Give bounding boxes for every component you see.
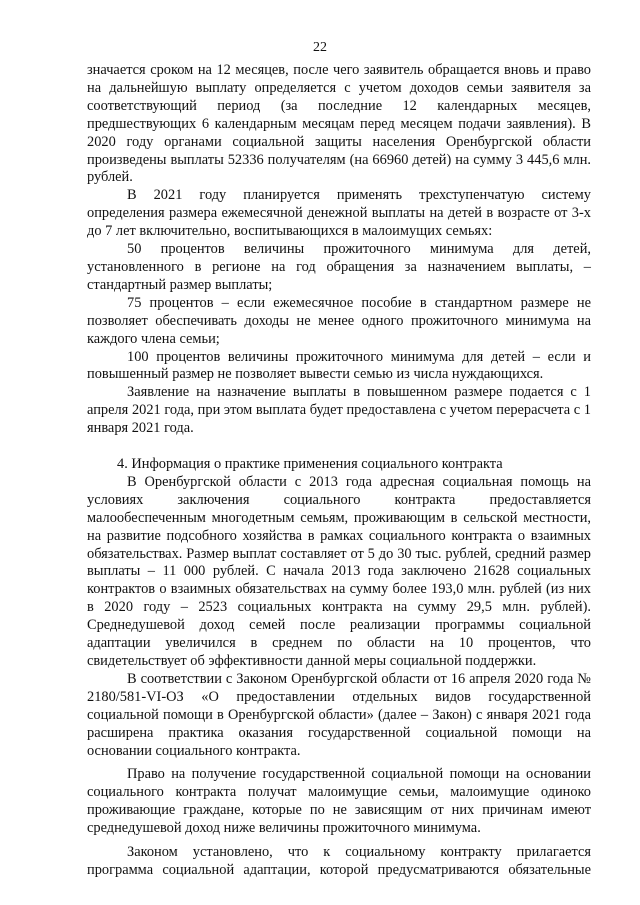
paragraph-payment-term: значается сроком на 12 месяцев, после чего заявитель обращается вновь и право на дальнейшую выплату определяется с учетом доходов семьи заявителя за соответствующий период (за последние 12 календарных месяцев, предшествующих 6 календарным месяцам перед месяцем подачи заявления). В 2020 году органами социальной защиты населения Оренбургской области произведены выплаты 52336 получателям (на 66960 детей) на сумму 3 445,6 млн. рублей.: [87, 62, 591, 186]
section-heading: 4. Информация о практике применения социального контракта: [117, 456, 503, 473]
paragraph-law-reference: В соответствии с Законом Оренбургской области от 16 апреля 2020 года № 2180/581-VI-ОЗ «О предоставлении отдельных видов государственной социальной помощи в Оренбургской области» (далее – Закон) с января 2021 года расширена практика оказания государственной социальной помощи на основании социального контракта.: [87, 670, 591, 759]
document-body: [87, 62, 591, 880]
paragraph-adaptation-program: Законом установлено, что к социальному контракту прилагается программа социальной адаптации, которой предусматриваются обязательные: [87, 844, 591, 878]
paragraph-75-percent: 75 процентов – если ежемесячное пособие в стандартном размере не позволяет обеспечивать доходы не менее одного прожиточного минимума на каждого члена семьи;: [87, 294, 591, 347]
paragraph-2021-system: В 2021 году планируется применять трехступенчатую систему определения размера ежемесячной денежной выплаты на детей в возрасте от 3-х до 7 лет включительно, воспитывающихся в малоимущих семьях:: [87, 187, 591, 240]
paragraph-application-date: Заявление на назначение выплаты в повышенном размере подается с 1 апреля 2021 года, при этом выплата будет предоставлена с учетом перерасчета с 1 января 2021 года.: [87, 384, 591, 437]
page-number: 22: [313, 40, 327, 55]
paragraph-social-contract-practice: В Оренбургской области с 2013 года адресная социальная помощь на условиях заключения социального контракта предоставляется малообеспеченным многодетным семьям, проживающим в сельской местности, на развитие подсобного хозяйства в рамках социального контракта о взаимных обязательствах. Размер выплат составляет от 5 до 30 тыс. рублей, средний размер выплаты – 11 000 рублей. С начала 2013 года заключено 21628 социальных контрактов о взаимных обязательствах на сумму более 193,0 млн. рублей (из них в 2020 году – 2523 социальных контракта на сумму 29,5 млн. рублей). Среднедушевой доход семей после реализации программы социальной адаптации увеличился в среднем по области на 10 процентов, что свидетельствует об эффективности данной меры социальной поддержки.: [87, 473, 591, 669]
paragraph-right-to-assistance: Право на получение государственной социальной помощи на основании социального контракта получат малоимущие семьи, малоимущие одиноко проживающие граждане, которые по не зависящим от них причинам имеют среднедушевой доход ниже величины прожиточного минимума.: [87, 766, 591, 837]
paragraph-100-percent: 100 процентов величины прожиточного минимума для детей – если и повышенный размер не позволяет вывести семью из числа нуждающихся.: [87, 348, 591, 383]
paragraph-50-percent: 50 процентов величины прожиточного минимума для детей, установленного в регионе на год обращения за назначением выплаты, – стандартный размер выплаты;: [87, 241, 591, 293]
